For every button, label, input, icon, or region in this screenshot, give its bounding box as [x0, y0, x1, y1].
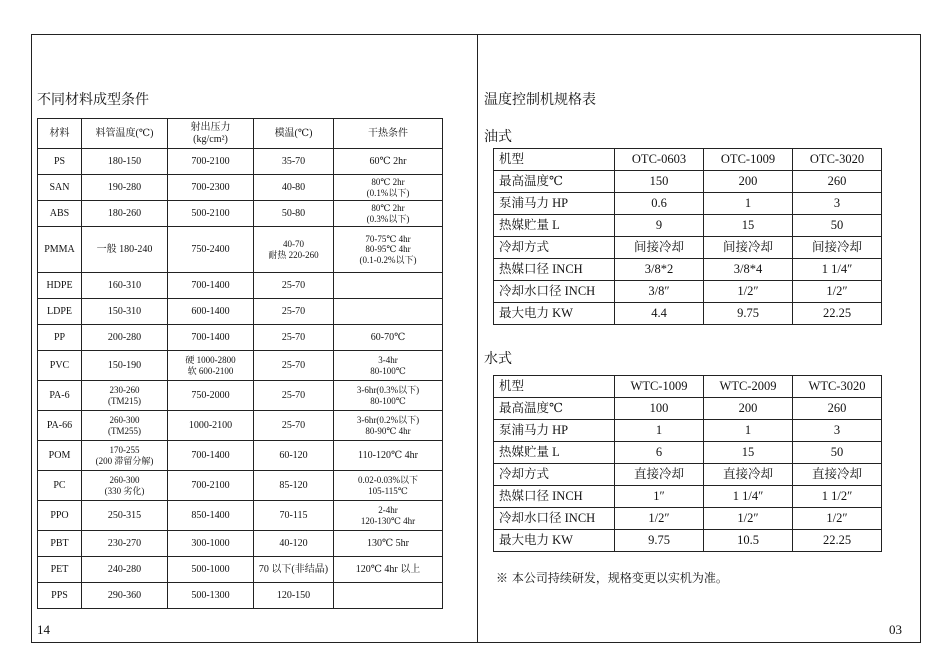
- column-header: [38, 119, 82, 149]
- cell-text: 700-1400: [191, 331, 230, 343]
- water-spec-row: [494, 398, 882, 420]
- oil-spec-row: [494, 149, 882, 171]
- cell-text: 70 以下(非结晶): [258, 563, 329, 575]
- water-spec-row: [494, 376, 882, 398]
- cell-text: 60-70℃: [370, 331, 406, 343]
- table-cell: [334, 201, 443, 227]
- table-row: [38, 501, 443, 531]
- material-name: PPO: [50, 509, 69, 521]
- spec-value: 1 1/4″: [704, 486, 793, 508]
- oil-spec-row: [494, 171, 882, 193]
- water-spec-row: [494, 508, 882, 530]
- spec-value: 4.4: [615, 303, 704, 325]
- spec-value: 9: [615, 215, 704, 237]
- table-cell: [254, 299, 334, 325]
- spec-value: 9.75: [704, 303, 793, 325]
- spec-label: 冷却水口径 INCH: [494, 508, 615, 530]
- cell-text: 120-130℃ 4hr: [360, 515, 416, 526]
- oil-spec-row: [494, 193, 882, 215]
- material-name: POM: [48, 449, 71, 461]
- cell-text: 500-1000: [191, 563, 230, 575]
- spec-value: 6: [615, 442, 704, 464]
- table-cell: [334, 149, 443, 175]
- table-cell: [168, 351, 254, 381]
- cell-text: 160-310: [107, 279, 142, 291]
- spec-value: 1: [615, 420, 704, 442]
- table-row: [38, 273, 443, 299]
- cell-text: 150-310: [107, 305, 142, 317]
- table-cell: [168, 411, 254, 441]
- cell-text: (TM255): [108, 425, 141, 436]
- cell-text: 500-1300: [191, 589, 230, 601]
- material-name: PPS: [51, 589, 68, 601]
- table-cell: [82, 501, 168, 531]
- cell-text: 80-95℃ 4hr: [365, 244, 411, 255]
- table-cell: [38, 273, 82, 299]
- spec-value: 1/2″: [793, 281, 882, 303]
- spec-label: 机型: [494, 376, 615, 398]
- spec-value: 200: [704, 398, 793, 420]
- spec-value: 1: [704, 193, 793, 215]
- cell-text: 80℃ 2hr: [371, 177, 405, 188]
- spec-value: 1″: [615, 486, 704, 508]
- table-row: [38, 531, 443, 557]
- spec-value: 3/8*4: [704, 259, 793, 281]
- table-cell: [168, 175, 254, 201]
- material-name: PET: [50, 563, 69, 575]
- table-row: [38, 299, 443, 325]
- oil-spec-row: [494, 303, 882, 325]
- table-cell: [254, 175, 334, 201]
- cell-text: 50-80: [281, 207, 306, 219]
- cell-text: 软 600-2100: [187, 365, 234, 376]
- cell-text: 70-75℃ 4hr: [365, 233, 411, 244]
- cell-text: (200 滞留分解): [95, 455, 154, 466]
- spec-value: 1/2″: [704, 508, 793, 530]
- spec-value: 22.25: [793, 303, 882, 325]
- spec-value: 100: [615, 398, 704, 420]
- table-cell: [82, 299, 168, 325]
- spec-value: 1 1/2″: [793, 486, 882, 508]
- spec-value: 1/2″: [793, 508, 882, 530]
- spec-label: 冷却水口径 INCH: [494, 281, 615, 303]
- table-cell: [254, 583, 334, 609]
- spec-value: 200: [704, 171, 793, 193]
- spec-value: 直接冷却: [793, 464, 882, 486]
- header-text: 模温(℃): [274, 127, 313, 139]
- material-name: PA-66: [46, 419, 73, 431]
- spec-value: 3/8″: [615, 281, 704, 303]
- spec-value: 1: [704, 420, 793, 442]
- cell-text: 170-255: [109, 445, 140, 456]
- column-header: [168, 119, 254, 149]
- spec-value: 260: [793, 171, 882, 193]
- cell-text: 200-280: [107, 331, 142, 343]
- cell-text: 240-280: [107, 563, 142, 575]
- header-text: (kg/cm²): [193, 133, 228, 145]
- spec-value: OTC-1009: [704, 149, 793, 171]
- table-cell: [334, 325, 443, 351]
- spec-value: WTC-2009: [704, 376, 793, 398]
- cell-text: 850-1400: [191, 509, 230, 521]
- spec-label: 冷却方式: [494, 464, 615, 486]
- oil-spec-row: [494, 215, 882, 237]
- cell-text: 130℃ 5hr: [366, 537, 410, 549]
- material-name: PS: [53, 155, 66, 167]
- spec-note: ※ 本公司持续研发，规格变更以实机为准。: [496, 571, 728, 585]
- table-header-row: [38, 119, 443, 149]
- material-name: PC: [53, 479, 66, 491]
- table-cell: [168, 149, 254, 175]
- material-name: PBT: [50, 537, 69, 549]
- table-row: [38, 175, 443, 201]
- table-cell: [168, 201, 254, 227]
- cell-text: (330 劣化): [104, 485, 145, 496]
- table-cell: [334, 557, 443, 583]
- table-cell: [168, 381, 254, 411]
- material-name: PA-6: [49, 389, 70, 401]
- table-cell: [82, 175, 168, 201]
- table-cell: [82, 325, 168, 351]
- cell-text: 700-2100: [191, 479, 230, 491]
- table-row: [38, 411, 443, 441]
- spec-value: OTC-3020: [793, 149, 882, 171]
- spec-value: 1/2″: [615, 508, 704, 530]
- material-name: PMMA: [44, 243, 75, 255]
- oil-spec-row: [494, 259, 882, 281]
- cell-text: 290-360: [107, 589, 142, 601]
- cell-text: 250-315: [107, 509, 142, 521]
- spec-value: 间接冷却: [615, 237, 704, 259]
- cell-text: 230-270: [107, 537, 142, 549]
- cell-text: 25-70: [281, 389, 306, 401]
- spec-label: 泵浦马力 HP: [494, 193, 615, 215]
- table-row: [38, 471, 443, 501]
- table-cell: [38, 411, 82, 441]
- spec-value: 3: [793, 193, 882, 215]
- table-row: [38, 557, 443, 583]
- table-cell: [38, 557, 82, 583]
- table-cell: [254, 273, 334, 299]
- cell-text: 600-1400: [191, 305, 230, 317]
- cell-text: 35-70: [281, 155, 306, 167]
- table-cell: [254, 201, 334, 227]
- table-cell: [254, 351, 334, 381]
- spec-label: 泵浦马力 HP: [494, 420, 615, 442]
- cell-text: (0.1%以下): [366, 187, 410, 198]
- water-spec-row: [494, 530, 882, 552]
- spec-label: 热媒贮量 L: [494, 442, 615, 464]
- cell-text: 25-70: [281, 419, 306, 431]
- table-cell: [254, 325, 334, 351]
- spec-value: 22.25: [793, 530, 882, 552]
- column-header: [82, 119, 168, 149]
- table-cell: [254, 557, 334, 583]
- cell-text: 耐热 220-260: [268, 249, 319, 260]
- table-cell: [168, 583, 254, 609]
- spec-value: 3/8*2: [615, 259, 704, 281]
- table-cell: [82, 441, 168, 471]
- table-cell: [334, 583, 443, 609]
- left-page-number: 14: [37, 622, 50, 637]
- table-row: [38, 441, 443, 471]
- header-text: 射出压力: [190, 122, 231, 133]
- cell-text: 80-90℃ 4hr: [365, 425, 411, 436]
- table-cell: [82, 531, 168, 557]
- table-cell: [334, 501, 443, 531]
- cell-text: 120℃ 4hr 以上: [355, 563, 421, 575]
- table-cell: [334, 299, 443, 325]
- table-cell: [168, 273, 254, 299]
- cell-text: 120-150: [276, 589, 311, 601]
- spec-label: 最大电力 KW: [494, 303, 615, 325]
- table-cell: [82, 471, 168, 501]
- table-cell: [82, 227, 168, 273]
- cell-text: 3-6hr(0.2%以下): [356, 415, 420, 426]
- material-name: PP: [53, 331, 66, 343]
- table-row: [38, 381, 443, 411]
- cell-text: 60℃ 2hr: [369, 155, 407, 167]
- material-conditions-table: [37, 118, 443, 609]
- spec-value: 1/2″: [704, 281, 793, 303]
- table-cell: [38, 227, 82, 273]
- spec-value: 260: [793, 398, 882, 420]
- table-cell: [254, 381, 334, 411]
- table-cell: [38, 531, 82, 557]
- cell-text: 40-70: [283, 239, 304, 250]
- cell-text: 40-80: [281, 181, 306, 193]
- cell-text: 700-1400: [191, 279, 230, 291]
- table-row: [38, 201, 443, 227]
- table-cell: [334, 273, 443, 299]
- cell-text: 260-300: [109, 475, 140, 486]
- table-cell: [168, 299, 254, 325]
- cell-text: 硬 1000-2800: [185, 355, 236, 366]
- table-cell: [334, 441, 443, 471]
- oil-spec-table: [493, 148, 882, 325]
- water-spec-row: [494, 486, 882, 508]
- cell-text: 105-115℃: [368, 485, 408, 496]
- table-cell: [82, 149, 168, 175]
- oil-type-subtitle: 油式: [484, 129, 512, 145]
- table-cell: [82, 583, 168, 609]
- spec-value: OTC-0603: [615, 149, 704, 171]
- table-row: [38, 149, 443, 175]
- cell-text: 260-300: [109, 415, 140, 426]
- cell-text: 40-120: [279, 537, 308, 549]
- table-cell: [168, 441, 254, 471]
- page-divider: [477, 34, 478, 643]
- table-cell: [254, 531, 334, 557]
- left-page-title: 不同材料成型条件: [37, 92, 149, 108]
- spec-label: 最高温度℃: [494, 398, 615, 420]
- cell-text: 500-2100: [191, 207, 230, 219]
- cell-text: 750-2000: [191, 389, 230, 401]
- table-cell: [38, 381, 82, 411]
- cell-text: 110-120℃ 4hr: [358, 449, 418, 461]
- spec-value: WTC-1009: [615, 376, 704, 398]
- table-cell: [334, 381, 443, 411]
- table-row: [38, 351, 443, 381]
- table-cell: [82, 273, 168, 299]
- table-row: [38, 325, 443, 351]
- cell-text: (0.1-0.2%以下): [359, 254, 417, 265]
- table-cell: [334, 411, 443, 441]
- cell-text: 70-115: [279, 509, 308, 521]
- spec-label: 机型: [494, 149, 615, 171]
- spec-value: 9.75: [615, 530, 704, 552]
- cell-text: 190-280: [107, 181, 142, 193]
- spec-value: 15: [704, 442, 793, 464]
- column-header: [254, 119, 334, 149]
- table-cell: [168, 501, 254, 531]
- spec-value: 10.5: [704, 530, 793, 552]
- cell-text: 25-70: [281, 331, 306, 343]
- table-cell: [38, 325, 82, 351]
- cell-text: 25-70: [281, 305, 306, 317]
- table-cell: [334, 175, 443, 201]
- table-cell: [38, 501, 82, 531]
- cell-text: 180-150: [107, 155, 142, 167]
- spec-value: 直接冷却: [615, 464, 704, 486]
- cell-text: 60-120: [279, 449, 308, 461]
- spec-value: 50: [793, 215, 882, 237]
- cell-text: 700-1400: [191, 449, 230, 461]
- table-cell: [334, 471, 443, 501]
- oil-spec-row: [494, 237, 882, 259]
- table-row: [38, 227, 443, 273]
- cell-text: 700-2100: [191, 155, 230, 167]
- water-spec-row: [494, 442, 882, 464]
- spec-value: 间接冷却: [793, 237, 882, 259]
- table-cell: [254, 227, 334, 273]
- header-text: 料管温度(℃): [95, 127, 154, 139]
- table-cell: [168, 531, 254, 557]
- water-spec-table: [493, 375, 882, 552]
- table-cell: [82, 557, 168, 583]
- cell-text: 85-120: [279, 479, 308, 491]
- cell-text: 1000-2100: [188, 419, 233, 431]
- table-cell: [38, 441, 82, 471]
- cell-text: (TM215): [108, 395, 141, 406]
- cell-text: 150-190: [107, 359, 142, 371]
- column-header: [334, 119, 443, 149]
- cell-text: 700-2300: [191, 181, 230, 193]
- spec-value: 1 1/4″: [793, 259, 882, 281]
- cell-text: 0.02-0.03%以下: [358, 475, 418, 486]
- cell-text: 180-260: [107, 207, 142, 219]
- cell-text: 750-2400: [191, 243, 230, 255]
- cell-text: 3-6hr(0.3%以下): [356, 385, 420, 396]
- cell-text: 2-4hr: [378, 505, 398, 516]
- table-cell: [334, 351, 443, 381]
- cell-text: 80-100℃: [370, 365, 406, 376]
- oil-spec-row: [494, 281, 882, 303]
- spec-value: 150: [615, 171, 704, 193]
- header-text: 材料: [49, 127, 70, 139]
- table-cell: [254, 471, 334, 501]
- table-cell: [254, 441, 334, 471]
- table-cell: [254, 501, 334, 531]
- cell-text: 25-70: [281, 279, 306, 291]
- table-cell: [334, 227, 443, 273]
- table-cell: [82, 411, 168, 441]
- spec-label: 热媒贮量 L: [494, 215, 615, 237]
- cell-text: 3-4hr: [378, 355, 398, 366]
- cell-text: 一般 180-240: [96, 243, 153, 255]
- spec-value: 间接冷却: [704, 237, 793, 259]
- spec-value: WTC-3020: [793, 376, 882, 398]
- spec-value: 0.6: [615, 193, 704, 215]
- table-cell: [38, 351, 82, 381]
- cell-text: (0.3%以下): [366, 213, 410, 224]
- table-cell: [254, 411, 334, 441]
- cell-text: 25-70: [281, 359, 306, 371]
- spec-label: 冷却方式: [494, 237, 615, 259]
- spec-label: 最大电力 KW: [494, 530, 615, 552]
- table-row: [38, 583, 443, 609]
- table-cell: [38, 583, 82, 609]
- spec-value: 50: [793, 442, 882, 464]
- water-type-subtitle: 水式: [484, 351, 512, 367]
- table-cell: [82, 381, 168, 411]
- cell-text: 300-1000: [191, 537, 230, 549]
- table-cell: [168, 471, 254, 501]
- table-cell: [82, 201, 168, 227]
- table-cell: [168, 325, 254, 351]
- water-spec-row: [494, 464, 882, 486]
- material-name: SAN: [49, 181, 70, 193]
- cell-text: 80℃ 2hr: [371, 203, 405, 214]
- table-cell: [38, 201, 82, 227]
- cell-text: 230-260: [109, 385, 140, 396]
- spec-value: 15: [704, 215, 793, 237]
- table-cell: [38, 471, 82, 501]
- header-text: 干热条件: [368, 127, 408, 139]
- table-cell: [38, 149, 82, 175]
- material-name: LDPE: [47, 305, 72, 317]
- table-cell: [334, 531, 443, 557]
- table-cell: [38, 175, 82, 201]
- table-cell: [168, 227, 254, 273]
- table-cell: [38, 299, 82, 325]
- table-cell: [254, 149, 334, 175]
- spec-value: 直接冷却: [704, 464, 793, 486]
- table-cell: [168, 557, 254, 583]
- material-name: ABS: [49, 207, 70, 219]
- table-cell: [82, 351, 168, 381]
- material-name: PVC: [49, 359, 70, 371]
- right-page-title: 温度控制机规格表: [484, 92, 596, 108]
- right-page-number: 03: [889, 622, 902, 637]
- cell-text: 80-100℃: [370, 395, 406, 406]
- spec-label: 热媒口径 INCH: [494, 486, 615, 508]
- water-spec-row: [494, 420, 882, 442]
- spec-value: 3: [793, 420, 882, 442]
- material-name: HDPE: [46, 279, 73, 291]
- spec-label: 热媒口径 INCH: [494, 259, 615, 281]
- spec-label: 最高温度℃: [494, 171, 615, 193]
